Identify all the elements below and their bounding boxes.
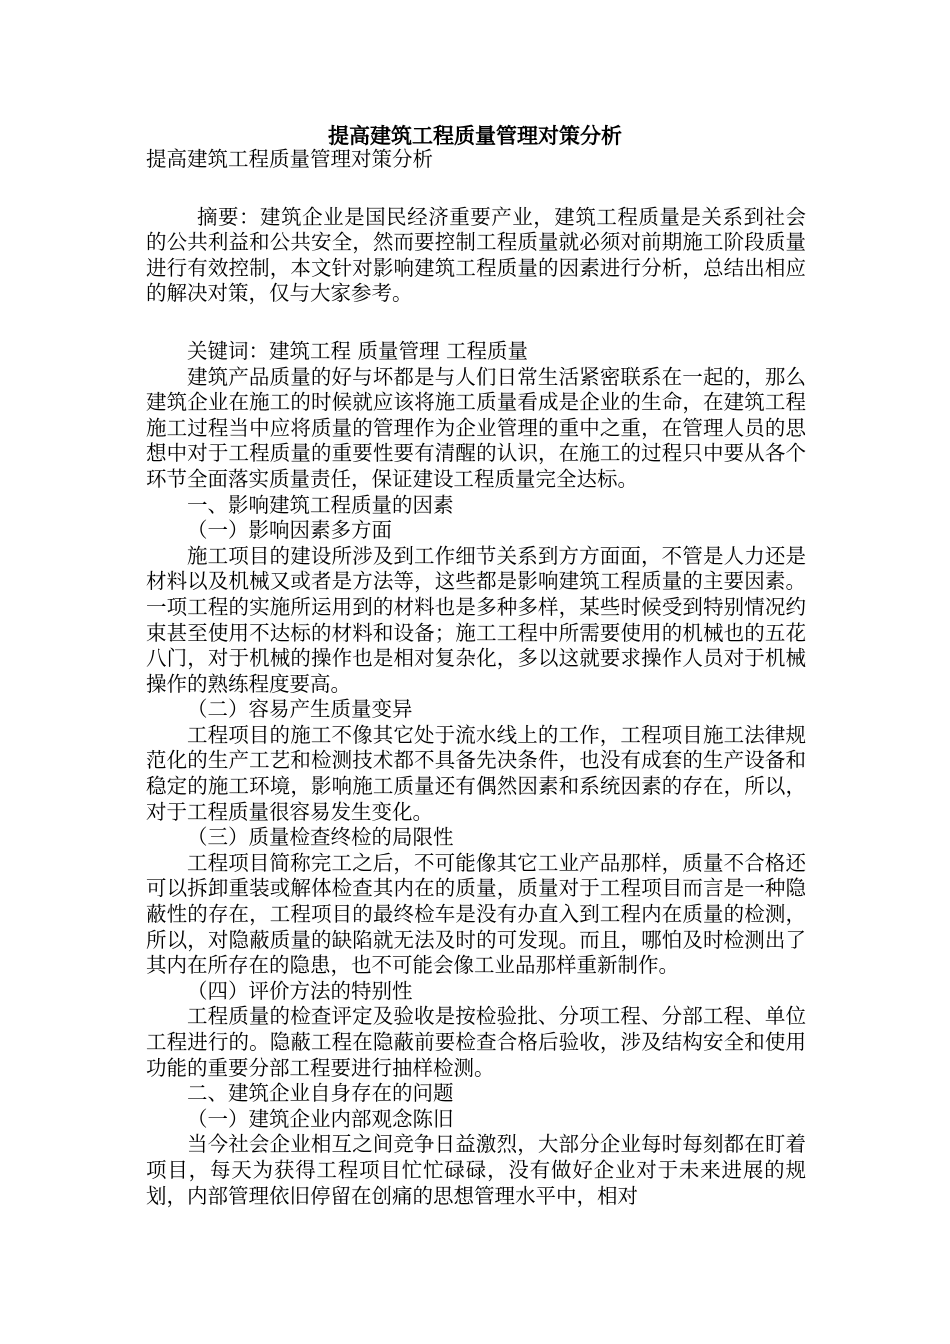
document-body: [146, 147, 806, 1209]
subsection-heading: （四）评价方法的特别性: [187, 978, 413, 1003]
spacer: [146, 307, 806, 339]
document-title: 提高建筑工程质量管理对策分析: [328, 123, 622, 148]
document-subtitle: 提高建筑工程质量管理对策分析: [146, 147, 433, 171]
intro-paragraph: 建筑产品质量的好与坏都是与人们日常生活紧密联系在一起的，那么建筑企业在施工的时候就应该将施工质量看成是企业的生命，在建筑工程施工过程当中应将质量的管理作为企业管理的重中之重，在管理人员的思想中对于工程质量的重要性要有清醒的认识，在施工的过程只中要从各个环节全面落实质量责任，保证建设工程质量完全达标。: [146, 364, 806, 491]
keywords-line: 关键词：建筑工程 质量管理 工程质量: [187, 338, 529, 363]
body-paragraph: 施工项目的建设所涉及到工作细节关系到方方面面，不管是人力还是材料以及机械又或者是方法等，这些都是影响建筑工程质量的主要因素。一项工程的实施所运用到的材料也是多种多样，某些时候受到特别情况约束甚至使用不达标的材料和设备；施工工程中所需要使用的机械也的五花八门，对于机械的操作也是相对复杂化，多以这就要求操作人员对于机械操作的熟练程度要高。: [146, 543, 806, 696]
subsection-heading: （一）影响因素多方面: [187, 518, 392, 543]
abstract-paragraph: 摘要：建筑企业是国民经济重要产业，建筑工程质量是关系到社会的公共利益和公共安全，然而要控制工程质量就必须对前期施工阶段质量进行有效控制，本文针对影响建筑工程质量的因素进行分析，总结出相应的解决对策，仅与大家参考。: [146, 204, 806, 306]
body-paragraph: 工程质量的检查评定及验收是按检验批、分项工程、分部工程、单位工程进行的。隐蔽工程在隐蔽前要检查合格后验收，涉及结构安全和使用功能的重要分部工程要进行抽样检测。: [146, 1004, 806, 1080]
body-paragraph: 工程项目简称完工之后，不可能像其它工业产品那样，质量不合格还可以拆卸重装或解体检查其内在的质量，质量对于工程项目而言是一种隐蔽性的存在，工程项目的最终检车是没有办直入到工程内在质量的检测，所以，对隐蔽质量的缺陷就无法及时的可发现。而且，哪怕及时检测出了其内在所存在的隐患，也不可能会像工业品那样重新制作。: [146, 850, 806, 978]
body-paragraph: 当今社会企业相互之间竞争日益激烈，大部分企业每时每刻都在盯着项目，每天为获得工程项目忙忙碌碌，没有做好企业对于未来进展的规划，内部管理依旧停留在创痛的思想管理水平中，相对: [146, 1132, 806, 1208]
subsection-heading: （一）建筑企业内部观念陈旧: [187, 1106, 454, 1131]
section-heading: 一、影响建筑工程质量的因素: [187, 492, 454, 517]
subsection-heading: （二）容易产生质量变异: [187, 697, 413, 722]
spacer: [146, 173, 806, 205]
subsection-heading: （三）质量检查终检的局限性: [187, 825, 454, 850]
section-heading: 二、建筑企业自身存在的问题: [187, 1081, 454, 1106]
body-paragraph: 工程项目的施工不像其它处于流水线上的工作，工程项目施工法律规范化的生产工艺和检测技术都不具备先决条件，也没有成套的生产设备和稳定的施工环境，影响施工质量还有偶然因素和系统因素的存在，所以，对于工程质量很容易发生变化。: [146, 722, 806, 824]
